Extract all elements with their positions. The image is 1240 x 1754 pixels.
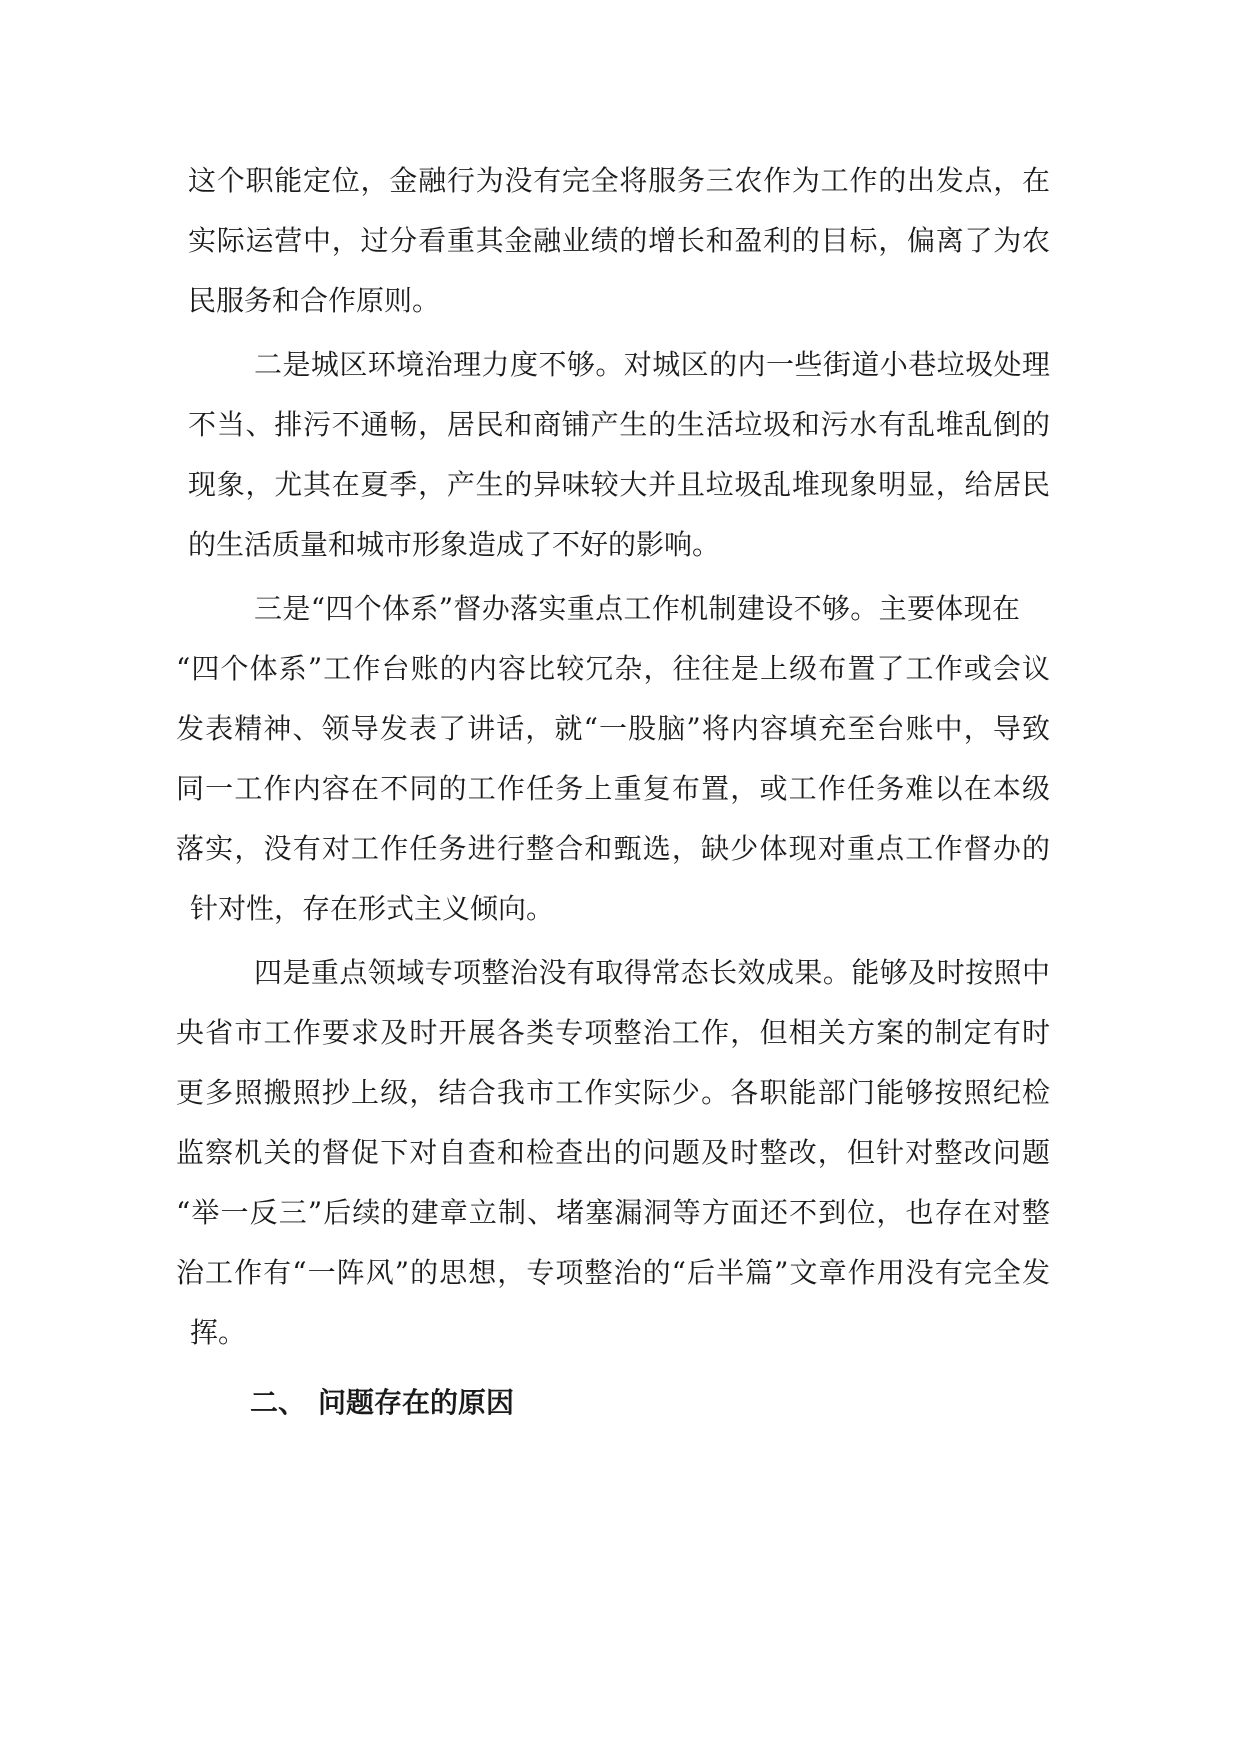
paragraph-line: 央省市工作要求及时开展各类专项整治工作，但相关方案的制定有时	[176, 1016, 1050, 1049]
paragraph-line: “四个体系”工作台账的内容比较冗杂，往往是上级布置了工作或会议	[176, 652, 1050, 685]
section-title: 问题存在的原因	[318, 1386, 515, 1419]
paragraph-line: 同一工作内容在不同的工作任务上重复布置，或工作任务难以在本级	[176, 772, 1050, 805]
paragraph-line: 更多照搬照抄上级，结合我市工作实际少。各职能部门能够按照纪检	[176, 1076, 1050, 1109]
paragraph-line: 治工作有“一阵风”的思想，专项整治的“后半篇”文章作用没有完全发	[176, 1256, 1050, 1289]
paragraph-line: 三是“四个体系”督办落实重点工作机制建设不够。主要体现在	[254, 592, 1020, 625]
section-number: 二、	[250, 1386, 307, 1419]
paragraph-line: 不当、排污不通畅，居民和商铺产生的生活垃圾和污水有乱堆乱倒的	[188, 408, 1050, 441]
paragraph-line: 实际运营中，过分看重其金融业绩的增长和盈利的目标，偏离了为农	[188, 224, 1050, 257]
paragraph-line: 二是城区环境治理力度不够。对城区的内一些街道小巷垃圾处理	[254, 348, 1050, 381]
paragraph-line: 的生活质量和城市形象造成了不好的影响。	[188, 528, 721, 561]
paragraph-line: 针对性，存在形式主义倾向。	[190, 892, 555, 925]
paragraph-line: 民服务和合作原则。	[188, 284, 441, 317]
paragraph-line: 现象，尤其在夏季，产生的异味较大并且垃圾乱堆现象明显，给居民	[188, 468, 1050, 501]
paragraph-line: 落实，没有对工作任务进行整合和甄选，缺少体现对重点工作督办的	[176, 832, 1050, 865]
paragraph-line: 挥。	[190, 1316, 247, 1349]
paragraph-line: 监察机关的督促下对自查和检查出的问题及时整改，但针对整改问题	[176, 1136, 1050, 1169]
paragraph-line: 四是重点领域专项整治没有取得常态长效成果。能够及时按照中	[254, 956, 1050, 989]
paragraph-line: 这个职能定位，金融行为没有完全将服务三农作为工作的出发点，在	[188, 164, 1050, 197]
paragraph-line: 发表精神、领导发表了讲话，就“一股脑”将内容填充至台账中，导致	[176, 712, 1050, 745]
paragraph-line: “举一反三”后续的建章立制、堵塞漏洞等方面还不到位，也存在对整	[176, 1196, 1050, 1229]
